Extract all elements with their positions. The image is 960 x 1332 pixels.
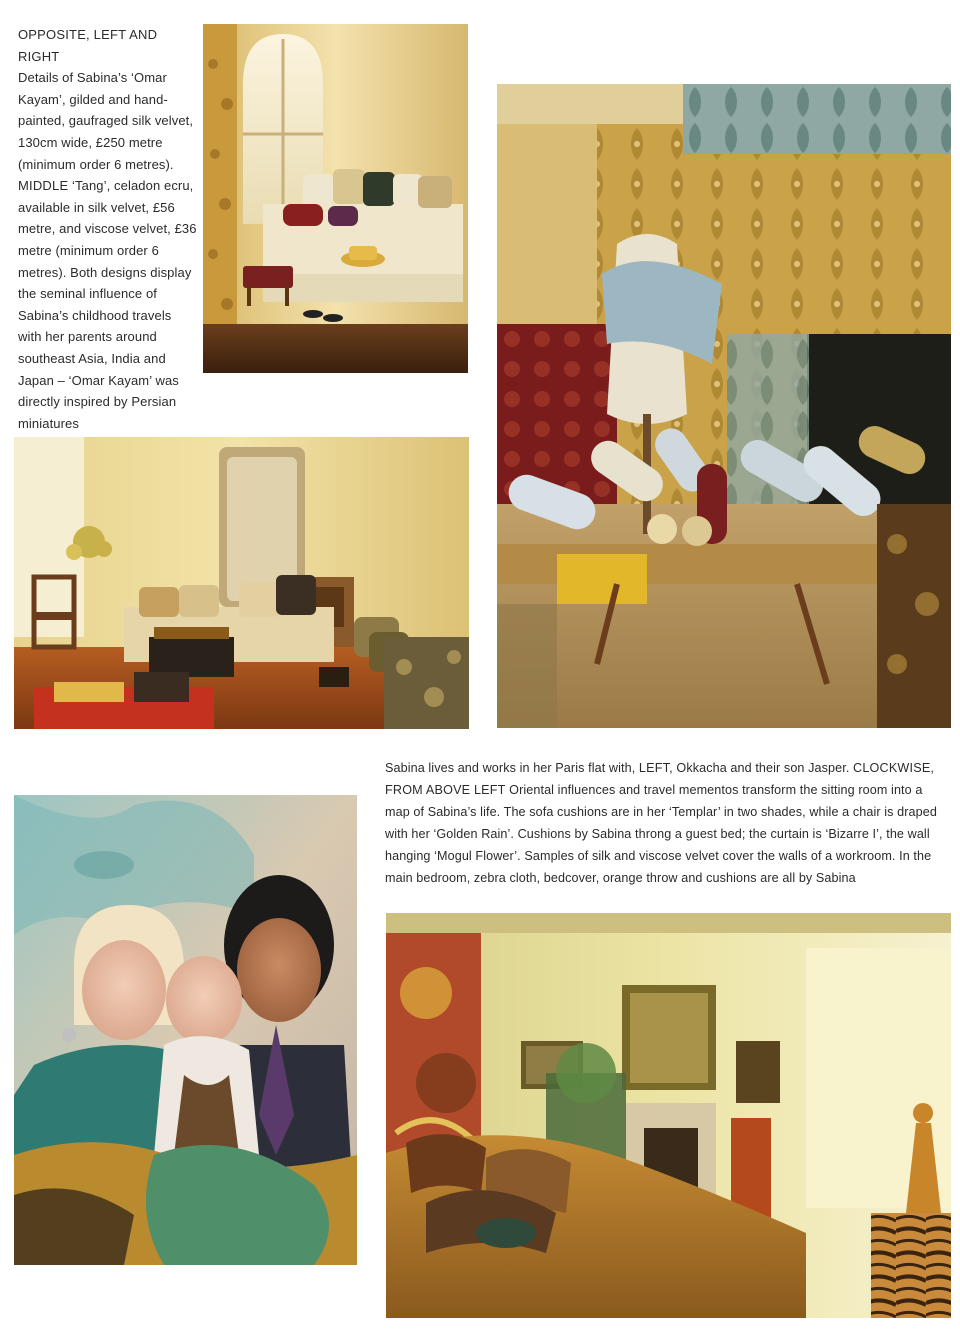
caption-left bbox=[18, 24, 198, 434]
caption-right bbox=[385, 757, 950, 889]
caption-left-middle-label: MIDDLE bbox=[18, 178, 69, 194]
photo-guest-bed bbox=[203, 24, 468, 373]
photo-sitting-room bbox=[14, 437, 469, 729]
photo-family-portrait bbox=[14, 795, 357, 1265]
caption-right-clockwise-label: CLOCKWISE, FROM ABOVE LEFT bbox=[385, 761, 935, 797]
workroom-image bbox=[497, 84, 951, 728]
caption-left-heading: OPPOSITE, LEFT AND RIGHT bbox=[18, 27, 158, 64]
guest-bed-image bbox=[203, 24, 468, 373]
family-portrait-image bbox=[14, 795, 357, 1265]
main-bedroom-image bbox=[386, 913, 951, 1318]
caption-right-text-3: Oriental influences and travel mementos transform the sitting room into a map of Sabina’s life. The sofa cushions are in her ‘Templar’ in two shades, while a chair is draped with her ‘Golden Rain’. Cushions by Sabina throng a guest bed; the curtain is ‘Bizarre I’, the wall hanging ‘Mogul Flower’. Samples of silk and viscose velvet cover the walls of a workroom. In the main bedroom, zebra cloth, bedcover, orange throw and cushions are all by Sabina bbox=[385, 783, 937, 885]
caption-right-left-label: LEFT, bbox=[638, 761, 673, 775]
caption-left-text-1: Details of Sabina’s ‘Omar Kayam’, gilded and hand-painted, gaufraged silk velvet, 130cm wide, £250 metre (minimum order 6 metres). bbox=[18, 70, 194, 172]
caption-right-text-2: Okkacha and their son Jasper. bbox=[676, 761, 850, 775]
caption-left-text-2: ‘Tang’, celadon ecru, available in silk velvet, £56 metre, and viscose velvet, £36 metre (minimum order 6 metres). Both designs display the seminal influence of Sabina’s childhood travels with her parents around southeast Asia, India and Japan – ‘Omar Kayam’ was directly inspired by Persian miniatures bbox=[18, 178, 197, 431]
sitting-room-image bbox=[14, 437, 469, 729]
photo-main-bedroom bbox=[386, 913, 951, 1318]
caption-right-text-1: Sabina lives and works in her Paris flat with, bbox=[385, 761, 636, 775]
photo-workroom bbox=[497, 84, 951, 728]
